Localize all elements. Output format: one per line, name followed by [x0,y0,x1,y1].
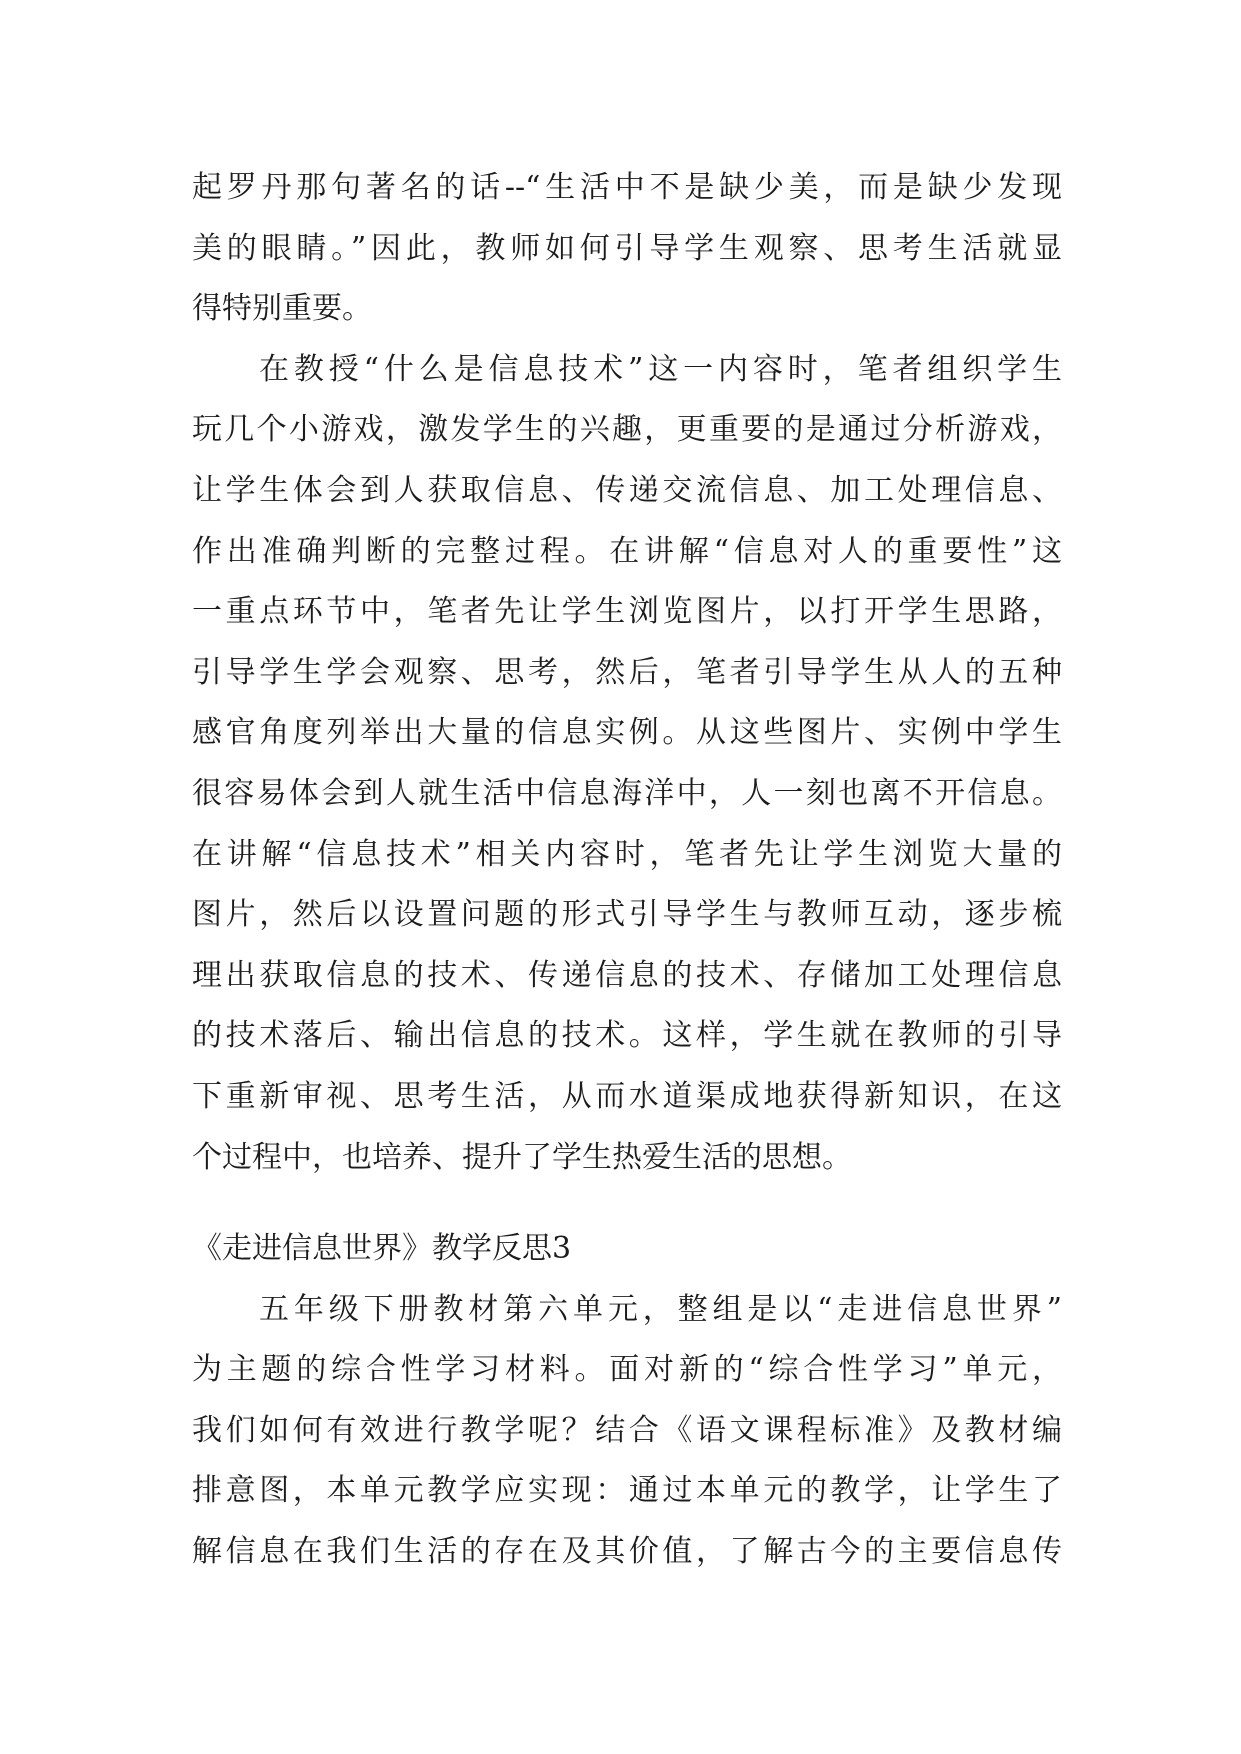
text-line: 很容易体会到人就生活中信息海洋中，人一刻也离不开信息。 [192,775,1062,811]
text-line: 感官角度列举出大量的信息实例。从这些图片、实例中学生 [192,715,1062,751]
text-line: 美的眼睛。”因此，教师如何引导学生观察、思考生活就显 [192,230,1062,266]
text-line: 在讲解“信息技术”相关内容时，笔者先让学生浏览大量的 [192,836,1062,872]
text-line: 我们如何有效进行教学呢？结合《语文课程标准》及教材编 [192,1412,1062,1448]
text-line: 起罗丹那句著名的话--“生活中不是缺少美，而是缺少发现 [192,170,1062,205]
section [192,1219,1062,1583]
text-line: 个过程中，也培养、提升了学生热爱生活的思想。 [192,1139,852,1175]
text-line: 解信息在我们生活的存在及其价值，了解古今的主要信息传 [192,1533,1062,1569]
paragraph [192,158,1062,340]
document-body [192,158,1062,1188]
text-line: 引导学生学会观察、思考，然后，笔者引导学生从人的五种 [192,654,1062,690]
text-line: 理出获取信息的技术、传递信息的技术、存储加工处理信息 [192,957,1062,993]
text-line: 一重点环节中，笔者先让学生浏览图片，以打开学生思路， [192,594,1062,630]
text-line: 五年级下册教材第六单元，整组是以“走进信息世界” [259,1291,1062,1327]
text-line: 得特别重要。 [192,291,372,327]
text-line: 玩几个小游戏，激发学生的兴趣，更重要的是通过分析游戏， [192,412,1062,448]
text-line: 的技术落后、输出信息的技术。这样，学生就在教师的引导 [192,1018,1062,1054]
text-line: 为主题的综合性学习材料。面对新的“综合性学习”单元， [192,1352,1062,1388]
paragraph [192,1280,1062,1583]
text-line: 下重新审视、思考生活，从而水道渠成地获得新知识，在这 [192,1078,1062,1114]
text-line: 作出准确判断的完整过程。在讲解“信息对人的重要性”这 [192,533,1062,569]
section-title: 《走进信息世界》教学反思3 [192,1231,572,1266]
text-line: 让学生体会到人获取信息、传递交流信息、加工处理信息、 [192,472,1062,508]
paragraph [192,340,1062,1188]
text-line: 排意图，本单元教学应实现：通过本单元的教学，让学生了 [192,1473,1062,1509]
text-line: 在教授“什么是信息技术”这一内容时，笔者组织学生 [259,351,1062,387]
text-line: 图片，然后以设置问题的形式引导学生与教师互动，逐步梳 [192,897,1062,933]
